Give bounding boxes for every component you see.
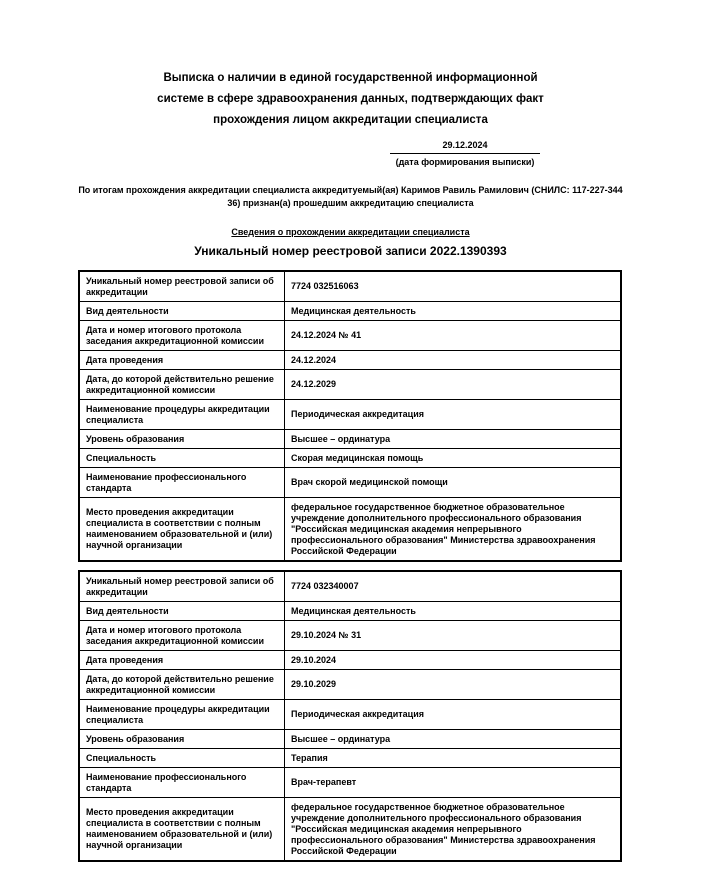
row-label: Дата и номер итогового протокола заседания аккредитационной комиссии	[79, 621, 285, 651]
row-label: Дата, до которой действительно решение аккредитационной комиссии	[79, 670, 285, 700]
row-label: Уровень образования	[79, 730, 285, 749]
row-value: Периодическая аккредитация	[285, 700, 622, 730]
formation-date-caption: (дата формирования выписки)	[395, 157, 535, 167]
row-value: 24.12.2024 № 41	[285, 321, 622, 351]
table-row	[79, 798, 621, 862]
row-value: Скорая медицинская помощь	[285, 449, 622, 468]
table-row	[79, 468, 621, 498]
row-label: Специальность	[79, 749, 285, 768]
document-title: Выписка о наличии в единой государственной информационной системе в сфере здравоохранения данных, подтверждающих факт прохождения лицом аккредитации специалиста	[157, 72, 544, 126]
row-value: 7724 032340007	[285, 571, 622, 602]
row-label: Уровень образования	[79, 430, 285, 449]
table-row	[79, 498, 621, 562]
table-row	[79, 670, 621, 700]
row-label: Наименование профессионального стандарта	[79, 768, 285, 798]
table-row	[79, 430, 621, 449]
row-label: Уникальный номер реестровой записи об аккредитации	[79, 271, 285, 302]
table-body	[79, 271, 621, 561]
table-row	[79, 321, 621, 351]
table-row	[79, 271, 621, 302]
row-label: Вид деятельности	[79, 302, 285, 321]
registry-number-heading: Уникальный номер реестровой записи 2022.1390393	[194, 244, 507, 258]
row-value: Врач скорой медицинской помощи	[285, 468, 622, 498]
row-value: Периодическая аккредитация	[285, 400, 622, 430]
row-value: 29.10.2024 № 31	[285, 621, 622, 651]
row-value: федеральное государственное бюджетное образовательное учреждение дополнительного профессионального образования "Российская медицинская академия непрерывного профессионального образования" Министерства здравоохранения Российской Федерации	[285, 798, 622, 862]
row-value: Врач-терапевт	[285, 768, 622, 798]
table-row	[79, 700, 621, 730]
row-value: Терапия	[285, 749, 622, 768]
table-row	[79, 370, 621, 400]
intro-paragraph: По итогам прохождения аккредитации специалиста аккредитуемый(ая) Каримов Равиль Рамилович (СНИЛС: 117-227-344 36) признан(а) прошедшим аккредитацию специалиста	[78, 185, 623, 208]
row-value: 24.12.2029	[285, 370, 622, 400]
row-label: Дата проведения	[79, 351, 285, 370]
row-label: Наименование профессионального стандарта	[79, 468, 285, 498]
row-value: Высшее – ординатура	[285, 730, 622, 749]
formation-date-block	[390, 139, 540, 168]
row-label: Уникальный номер реестровой записи об аккредитации	[79, 571, 285, 602]
table-row	[79, 651, 621, 670]
table-body	[79, 571, 621, 861]
table-row	[79, 749, 621, 768]
table-row	[79, 571, 621, 602]
row-value: 24.12.2024	[285, 351, 622, 370]
table-row	[79, 449, 621, 468]
row-label: Наименование процедуры аккредитации специалиста	[79, 700, 285, 730]
row-value: 29.10.2024	[285, 651, 622, 670]
formation-date-value: 29.12.2024	[390, 139, 540, 154]
row-label: Специальность	[79, 449, 285, 468]
table-row	[79, 730, 621, 749]
accreditation-record-table-1	[78, 270, 622, 562]
row-value: 29.10.2029	[285, 670, 622, 700]
row-value: Высшее – ординатура	[285, 430, 622, 449]
section-heading: Сведения о прохождении аккредитации специалиста	[231, 227, 470, 237]
table-row	[79, 602, 621, 621]
row-value: 7724 032516063	[285, 271, 622, 302]
table-row	[79, 351, 621, 370]
accreditation-record-table-2	[78, 570, 622, 862]
row-label: Наименование процедуры аккредитации специалиста	[79, 400, 285, 430]
row-label: Дата проведения	[79, 651, 285, 670]
row-label: Место проведения аккредитации специалиста в соответствии с полным наименованием образовательной и (или) научной организации	[79, 498, 285, 562]
row-value: федеральное государственное бюджетное образовательное учреждение дополнительного профессионального образования "Российская медицинская академия непрерывного профессионального образования" Министерства здравоохранения Российской Федерации	[285, 498, 622, 562]
table-row	[79, 400, 621, 430]
row-label: Место проведения аккредитации специалиста в соответствии с полным наименованием образовательной и (или) научной организации	[79, 798, 285, 862]
row-label: Дата и номер итогового протокола заседания аккредитационной комиссии	[79, 321, 285, 351]
row-label: Дата, до которой действительно решение аккредитационной комиссии	[79, 370, 285, 400]
row-value: Медицинская деятельность	[285, 302, 622, 321]
row-value: Медицинская деятельность	[285, 602, 622, 621]
table-row	[79, 302, 621, 321]
row-label: Вид деятельности	[79, 602, 285, 621]
table-row	[79, 621, 621, 651]
table-row	[79, 768, 621, 798]
